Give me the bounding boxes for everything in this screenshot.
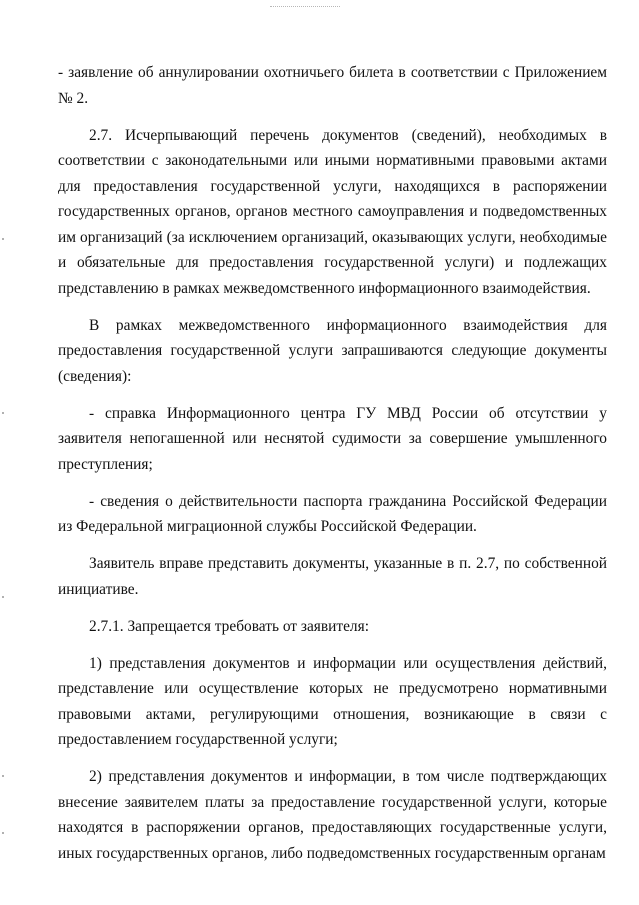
paragraph-2-7-document-list: 2.7. Исчерпывающий перечень документов (сведений), необходимых в соответствии с законодательными или иными нормативными правовыми актами для предоставления государственной услуги, находящихся в распоряжении государственных органов, органов местного самоуправления и подведомственных им организаций (за исключением организаций, оказывающих услуги, необходимые и обязательные для предоставления государственной услуги) и подлежащих представлению в рамках межведомственного информационного взаимодействия. (58, 126, 607, 297)
paragraph-criminal-record-certificate: - справка Информационного центра ГУ МВД России об отсутствии у заявителя непогашенной или неснятой судимости за совершение умышленного преступления; (58, 404, 607, 473)
scan-artifact (2, 832, 4, 834)
page-top-marks (270, 0, 340, 7)
paragraph-prohibition-2: 2) представления документов и информации, в том числе подтверждающих внесение заявителем платы за предоставление государственной услуги, которые находятся в распоряжении органов, предоставляющих государственные услуги, иных государственных органов, либо подведомственных государственным органам (58, 768, 607, 862)
scan-artifact (2, 596, 4, 598)
document-body (58, 60, 607, 878)
scan-artifact (2, 238, 4, 240)
paragraph-2-7-1-prohibited: 2.7.1. Запрещается требовать от заявителя: (89, 617, 369, 635)
paragraph-interagency-request: В рамках межведомственного информационного взаимодействия для предоставления государственной услуги запрашиваются следующие документы (сведения): (58, 316, 607, 385)
paragraph-applicant-initiative: Заявитель вправе представить документы, указанные в п. 2.7, по собственной инициативе. (58, 555, 607, 598)
scan-artifact (2, 775, 4, 777)
paragraph-passport-validity: - сведения о действительности паспорта гражданина Российской Федерации из Федеральной миграционной службы Российской Федерации. (58, 492, 607, 535)
paragraph-application-annulment: - заявление об аннулировании охотничьего билета в соответствии с Приложением № 2. (58, 64, 607, 107)
scan-artifact (2, 412, 4, 414)
paragraph-prohibition-1: 1) представления документов и информации или осуществления действий, представление или осуществление которых не предусмотрено нормативными правовыми актами, регулирующими отношения, возникающие в связи с предоставлением государственной услуги; (58, 654, 607, 748)
